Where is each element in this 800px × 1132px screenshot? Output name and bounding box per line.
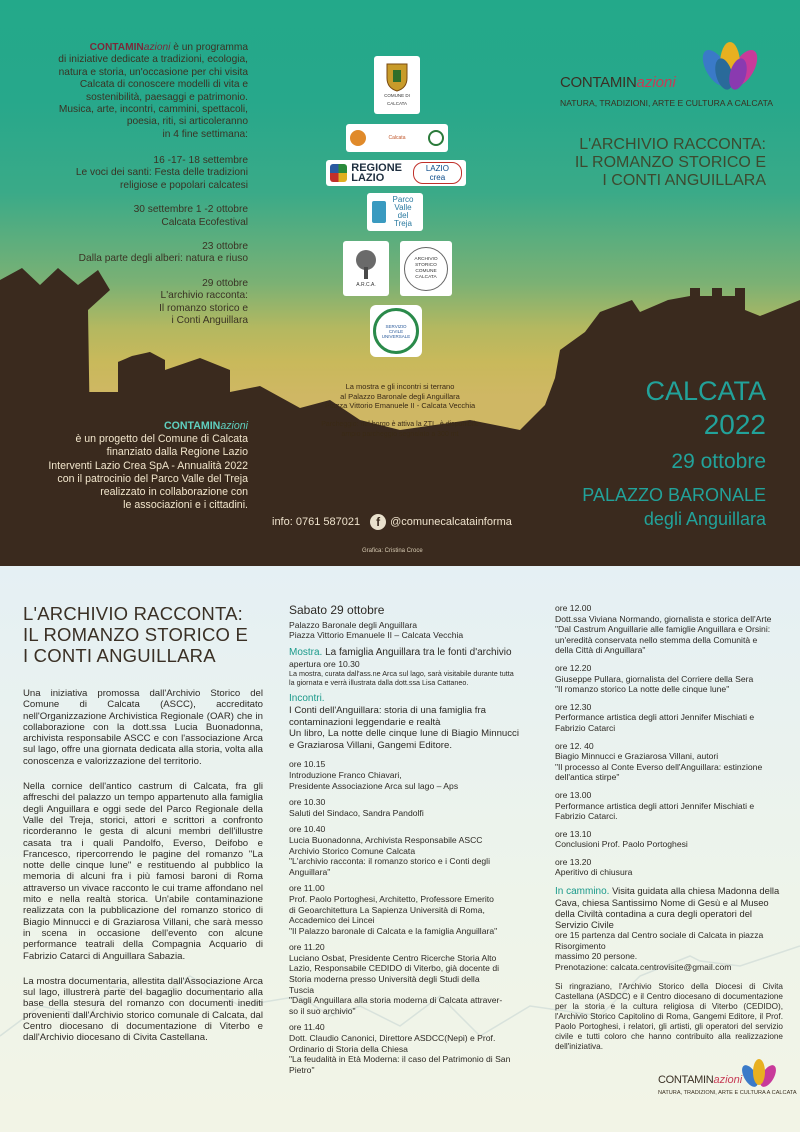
talk-line: Saluti del Sindaco, Sandra Pandolfi [289, 807, 424, 818]
schedule-desc: Dalla parte degli alberi: natura e riuso [78, 253, 248, 265]
intro-line: in 4 fine settimana: [162, 128, 248, 140]
talk-line: della Città di Anguillara" [555, 645, 646, 656]
talk-line: Biagio Minnucci e Graziarosa Villani, autori [555, 751, 719, 762]
project-line: è un progetto del Comune di Calcata [75, 433, 248, 446]
archivio-logo [400, 241, 452, 296]
schedule-date: 16 -17- 18 settembre [153, 155, 248, 166]
project-text [0, 420, 248, 512]
schedule-desc: i Conti Anguillara [171, 315, 248, 327]
talk-item [555, 790, 783, 822]
parking-note-line: ampio parcheggio segnalato a 300 mt [341, 430, 459, 438]
talk-time: ore 12. 40 [555, 740, 594, 751]
project-line: realizzato in collaborazione con [100, 486, 248, 499]
footer-brand-italic: azioni [713, 1074, 743, 1086]
talk-line: Anguillara" [289, 866, 331, 877]
cammino-block [555, 885, 783, 930]
mostra-title: La famiglia Anguillara tra le fonti d'archivio [322, 646, 512, 658]
talk-line: Giuseppe Pullara, giornalista del Corriere della Sera [555, 673, 754, 684]
mostra-note: La mostra, curata dall'ass.ne Arca sul lago, sarà visitabile durante tutta la giornata e verrà illustrata dalla dott.ssa Lisa Cattaneo. [289, 669, 514, 688]
servizio-civile-logo [370, 305, 422, 357]
talk-time: ore 11.20 [289, 942, 325, 953]
talk-item [289, 883, 519, 936]
talk-line: "L'archivio racconta: il romanzo storico e i Conti degli [289, 856, 491, 867]
event-venue: PALAZZO BARONALE [582, 485, 766, 505]
cammino-text: Visita guidata alla chiesa Madonna della Cava, chiesa Santissimo Nome di Gesù e al Museo della Civiltà contadina a cura degli operatori del Servizio Civile [555, 885, 780, 931]
schedule-date: 30 settembre 1 -2 ottobre [133, 204, 248, 216]
article-paragraph: Una iniziativa promossa dall'Archivio Storico del Comune di Calcata (ASCC), accreditato nell'Organizzazione Archivistica Regionale (OAR) che in collaborazione con la dott.ssa Lucia Buonadonna, archivista responsabile ASCC e con l'associazione Arca sul lago, offre una giornata dedicata alla storia, volta alla conoscenza e valorizzazione del territorio. [23, 688, 263, 767]
event-year: 2022 [703, 409, 766, 440]
parco-icon [372, 201, 386, 223]
talk-line: un'eredità conservata nello stemma della Comunità e [555, 634, 758, 645]
schedule-desc: Le voci dei santi: Festa delle tradizioni [75, 167, 248, 179]
book-info: Un libro, La notte delle cinque lune di Biagio Minnucci e Graziarosa Villani, Gangemi Editore. [289, 728, 519, 751]
talk-line: di Geoarchitettura La Sapienza Università di Roma, [289, 904, 485, 915]
cammino-line: ore 15 partenza dal Centro sociale di Calcata in piazza [555, 930, 764, 941]
talk-item [555, 603, 783, 656]
venue-note-line: La mostra e gli incontri si terrano [345, 382, 455, 391]
servizio-civile-label: SERVIZIO CIVILE UNIVERSALE [373, 308, 419, 354]
schedule-desc: Calcata Ecofestival [161, 216, 248, 228]
talk-time: ore 13.00 [555, 789, 592, 800]
comune-logo [374, 56, 420, 114]
mostra-time: apertura ore 10.30 [289, 658, 360, 669]
program-place: Piazza Vittorio Emanuele II – Calcata Vecchia [289, 630, 464, 641]
footer-flower-icon [738, 1058, 780, 1090]
talk-line: Pietro" [289, 1064, 315, 1075]
talk-line: Ordinario di Storia della Chiesa [289, 1043, 408, 1054]
talk-item [555, 741, 783, 783]
talk-line: Fabrizio Catarci [555, 722, 616, 733]
talk-line: so il suo archivio" [289, 1005, 356, 1016]
talk-line: Fabrizio Catarci. [555, 811, 618, 822]
design-credit: Grafica: Cristina Croce [362, 548, 423, 554]
venue-note-line: al Palazzo Baronale degli Anguillara [340, 391, 460, 401]
schedule-date: 29 ottobre [202, 277, 248, 289]
talk-time: ore 12.20 [555, 662, 592, 673]
talk-time: ore 10.40 [289, 824, 326, 835]
intro-line: sostenibilità, paesaggi e patrimonio. [86, 91, 248, 103]
booking-email[interactable]: Prenotazione: calcata.centrovisite@gmail.com [555, 961, 732, 972]
talk-line: Dott.ssa Viviana Normando, giornalista e storica dell'Arte [555, 613, 772, 624]
article-paragraph: La mostra documentaria, allestita dall'Associazione Arca sul lago, illustrerà parte del bagaglio documentario alla base della stesura del romanzo con documenti inediti provenienti dall'Archivio storico comunale di Calcata, dal Centro diocesano di documentazione di Viterbo e dall'Archivio diocesano di Civita Castellana. [23, 975, 263, 1044]
cammino-label: In cammino. [555, 886, 610, 898]
pro-loco-icon [350, 130, 366, 146]
talk-item [555, 829, 783, 850]
project-line: le associazioni e i cittadini. [123, 499, 248, 512]
talk-item [289, 1022, 519, 1075]
talk-line: Lazio, Responsabile CEDIDO di Viterbo, già docente di [289, 963, 500, 974]
intro-line: Musica, arte, incontri, cammini, spettacoli, [58, 104, 248, 116]
talk-time: ore 12.30 [555, 701, 592, 712]
project-brand-italic: azioni [220, 420, 248, 432]
talk-item [289, 797, 519, 818]
talk-line: Aperitivo di chiusura [555, 867, 633, 878]
regione-icon [330, 164, 347, 182]
talk-line: "Il processo al Conte Everso dell'Anguillara: estinzione [555, 761, 763, 772]
talk-time: ore 10.30 [289, 797, 326, 808]
arca-label: A.R.C.A. [356, 281, 376, 288]
talk-time: ore 13.20 [555, 856, 592, 867]
cammino-line: massimo 20 persone. [555, 951, 638, 962]
coat-of-arms-icon [385, 62, 409, 92]
talk-item [289, 942, 519, 1016]
header-brand-bold: CONTAMIN [560, 74, 637, 91]
article-column [23, 603, 263, 1044]
regione-lazio-logo [326, 160, 466, 186]
header-brand-italic: azioni [636, 74, 676, 91]
program-column-1 [289, 605, 519, 1075]
talk-line: Performance artistica degli attori Jennifer Mischiati e [555, 800, 755, 811]
schedule-desc: religiose e popolari calcatesi [120, 179, 248, 191]
intro-line: di iniziative dedicate a tradizioni, ecologia, [58, 54, 248, 66]
talk-line: Conclusioni Prof. Paolo Portoghesi [555, 839, 688, 850]
venue-note-line: Piazza Vittorio Emanuele II - Calcata Vecchia [324, 401, 476, 410]
talk-line: Prof. Paolo Portoghesi, Architetto, Professore Emerito [289, 893, 494, 904]
talk-line: Dott. Claudio Canonici, Direttore ASDCC(Nepi) e Prof. [289, 1033, 496, 1044]
talk-line: "La feudalità in Età Moderna: il caso del Patrimonio di San [289, 1054, 511, 1065]
event-date: 29 ottobre [671, 450, 766, 473]
project-brand-bold: CONTAMIN [164, 420, 221, 432]
schedule-item [18, 204, 248, 229]
schedule-list [18, 155, 248, 327]
footer-brand-bold: CONTAMIN [658, 1074, 714, 1086]
talk-item [555, 702, 783, 734]
schedule-desc: Il romanzo storico e [159, 302, 248, 314]
footer-brand [658, 1074, 742, 1086]
talk-line: "Dagli Anguillara alla storia moderna di Calcata attraver- [289, 995, 503, 1006]
lazio-crea-label: LAZIO crea [413, 162, 462, 184]
intro-line: poesia, riti, si articoleranno [126, 116, 248, 128]
header-brand [560, 74, 676, 91]
mostra-label: Mostra. [289, 646, 323, 658]
intro-brand-italic: azioni [143, 42, 171, 53]
acknowledgements: Si ringraziano, l'Archivio Storico della Diocesi di Civita Castellana (ASDCC) e il Centro diocesano di documentazione per la storia e la cultura religiosa di Viterbo (CEDIDO), l'Archivio Storico Capitolino di Roma, Gangemi Editore, il Prof. Paolo Portoghesi, i relatori, gli artisti, gli operatori del servizio civile e tutti coloro che hanno contribuito alla realizzazione dell'iniziativa. [555, 982, 783, 1052]
parking-note-line: Parcheggio: nel borgo è attiva la ZTL, è disponibile [321, 421, 479, 428]
talk-item [289, 759, 519, 791]
talk-line: Tuscia [289, 984, 314, 995]
talk-time: ore 12.00 [555, 603, 592, 613]
incontri-title: I Conti dell'Anguillara: storia di una famiglia fra contaminazioni leggendarie e realtà [289, 705, 487, 728]
venue-note [300, 382, 500, 411]
project-line: con il patrocinio del Parco Valle del Treja [57, 472, 248, 485]
talk-time: ore 11.00 [289, 883, 325, 894]
article-title-line: I CONTI ANGUILLARA [23, 645, 216, 666]
parking-note [300, 420, 500, 439]
header-tagline: NATURA, TRADIZIONI, ARTE E CULTURA A CALCATA [560, 98, 773, 108]
comune-logo-label: COMUNE DI CALCATA [384, 93, 410, 106]
talk-line: dell'antica stirpe" [555, 772, 620, 783]
talk-time: ore 13.10 [555, 828, 592, 839]
talk-line: Storia moderna presso Università degli Studi della [289, 974, 480, 985]
talk-item [289, 824, 519, 877]
arca-logo [343, 241, 389, 296]
pro-loco-logo [346, 124, 448, 152]
schedule-item [18, 155, 248, 192]
footer-tagline: NATURA, TRADIZIONI, ARTE E CULTURA A CALCATA [658, 1090, 797, 1096]
program-day: Sabato 29 ottobre [289, 603, 385, 617]
talk-item [555, 857, 783, 878]
facebook-handle[interactable]: @comunecalcatainforma [390, 516, 512, 528]
talk-line: Presidente Associazione Arca sul lago – Aps [289, 780, 459, 791]
header-title-line: IL ROMANZO STORICO E [574, 154, 766, 171]
project-line: finanziato dalla Regione Lazio [106, 446, 248, 459]
parco-logo [367, 193, 423, 231]
header-title [575, 136, 766, 190]
parco-label: Parco Valle del Treja [392, 195, 414, 228]
talk-line: "Dal Castrum Anguillarie alle famiglie Anguillara e Orsini: [555, 624, 771, 635]
contact-info: info: 0761 587021 [272, 516, 361, 528]
schedule-item [18, 241, 248, 266]
talk-time: ore 11.40 [289, 1022, 325, 1033]
tree-icon [351, 249, 381, 281]
program-column-2 [555, 603, 783, 1052]
facebook-icon[interactable]: f [370, 514, 386, 530]
talk-line: Lucia Buonadonna, Archivista Responsabile ASCC [289, 834, 483, 845]
schedule-item [18, 278, 248, 328]
header-title-line: I CONTI ANGUILLARA [602, 172, 766, 189]
talk-item [555, 663, 783, 695]
intro-brand-bold: CONTAMIN [89, 42, 144, 53]
intro-text [28, 42, 248, 141]
article-paragraph: Nella cornice dell'antico castrum di Calcata, fra gli affreschi del palazzo un tempo appartenuto alla famiglia degli Anguillara e oggi sede del Parco Regionale della Valle del Treja, storici, attori e scrittori a confronto ricorderanno le gesta di alcuni membri dell'illustre casata tra i quali Pandolfo, Everso, Deifobo e Francesco, ripercorrendo le pagine del romanzo "La notte delle cinque lune" e restituendo al pubblico la memoria di alcuni fra i più famosi baroni di Roma attraverso un vivace racconto le cui trame affondano nel mito e nella realtà storica. Un'abile contaminazione realizzata con la pubblicazione del romanzo storico di Biagio Minnucci e di Graziarosa Villani, che sarà messo in scena in occasione dell'evento con alcune performance teatrali della Compagnia Acquario di Fabrizio Catarci di Anguillara Sabazia. [23, 781, 263, 962]
pro-loco-label: Calcata [388, 135, 406, 141]
talk-line: Archivio Storico Comune Calcata [289, 845, 416, 856]
regione-label: REGIONE LAZIO [351, 162, 402, 184]
cammino-line: Risorgimento [555, 940, 606, 951]
header-title-line: L'ARCHIVIO RACCONTA: [579, 136, 766, 153]
italy-emblem-icon [428, 130, 444, 146]
article-title-line: L'ARCHIVIO RACCONTA: [23, 603, 243, 624]
intro-line: Calcata di conoscere modelli di vita e [79, 79, 248, 91]
article-title [23, 603, 263, 666]
intro-line: è un programma [170, 42, 248, 53]
talk-line: "Il Palazzo baronale di Calcata e la famiglia Anguillara" [289, 925, 498, 936]
incontri-label: Incontri. [289, 693, 325, 705]
talk-line: Introduzione Franco Chiavari, [289, 769, 402, 780]
talk-line: Accademico dei Lincei [289, 915, 375, 926]
article-title-line: IL ROMANZO STORICO E [23, 624, 248, 645]
program-place: Palazzo Baronale degli Anguillara [289, 619, 418, 630]
event-city: CALCATA [645, 376, 766, 406]
event-venue-sub: degli Anguillara [643, 509, 766, 529]
schedule-date: 23 ottobre [202, 241, 248, 253]
talk-line: Performance artistica degli attori Jennifer Mischiati e [555, 712, 755, 723]
schedule-desc: L'archivio racconta: [160, 290, 248, 302]
talk-line: "Il romanzo storico La notte delle cinque lune" [555, 684, 730, 695]
project-line: Interventi Lazio Crea SpA - Annualità 2022 [48, 459, 248, 472]
intro-line: natura e storia, un'occasione per chi visita [58, 66, 248, 78]
talk-line: Luciano Osbat, Presidente Centro Ricerche Storia Alto [289, 952, 497, 963]
talk-time: ore 10.15 [289, 759, 326, 770]
contact-bar [272, 514, 512, 530]
archivio-label: ARCHIVIO STORICO COMUNE CALCATA [404, 247, 448, 291]
flower-logo-icon [694, 38, 766, 94]
